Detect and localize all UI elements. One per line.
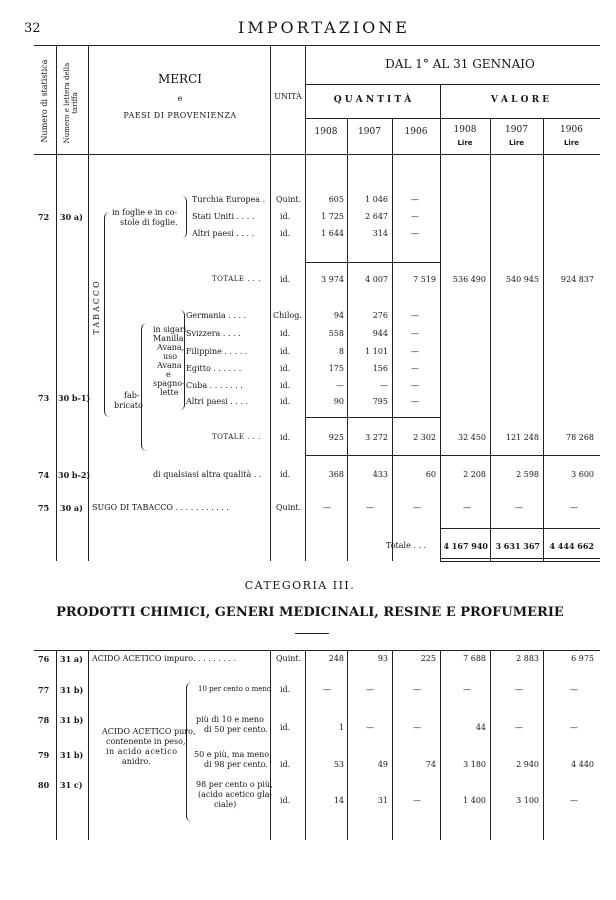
tariff-code: 31 a): [60, 654, 83, 664]
qty-1908: 605: [328, 195, 344, 204]
tariff-code: 30 b-2): [58, 470, 91, 480]
qty-1907: 31: [377, 796, 388, 805]
description: più di 10 e meno: [196, 715, 264, 724]
divider: [56, 45, 57, 561]
value-1906: 924 837: [560, 275, 594, 284]
sigari-label: Avana: [157, 361, 182, 370]
divider: [392, 118, 393, 561]
foglie-label: in foglie e in co-: [112, 208, 178, 217]
country-label: Egitto . . . . . .: [186, 364, 242, 373]
divider: [305, 45, 306, 561]
col-stat-header: Numero di statistica: [40, 59, 49, 143]
country-label: Svizzera . . . .: [186, 329, 241, 338]
qty-1907: —: [366, 503, 374, 512]
value-1907: 2 940: [516, 760, 539, 769]
lire-label: Lire: [508, 139, 525, 147]
tariff-code: 30 b-1): [58, 393, 91, 403]
unit-label: id.: [280, 796, 291, 805]
description: di 98 per cento.: [204, 760, 268, 769]
qty-1908: —: [323, 685, 331, 694]
tabacco-group-label: TABACCO: [92, 279, 101, 335]
unit-label: id.: [280, 433, 291, 442]
value-1907: —: [515, 685, 523, 694]
qty-1908: 1: [338, 723, 344, 732]
tariff-code: 31 b): [60, 750, 84, 760]
value-1908: 2 208: [463, 470, 486, 479]
value-1907: 2 598: [516, 470, 539, 479]
acido-brace: [186, 682, 192, 822]
unit-label: id.: [280, 685, 291, 694]
qty-1908: 1 725: [321, 212, 344, 221]
subtotal-rule: [305, 262, 440, 263]
acido-label: in acido acetico: [106, 747, 178, 756]
divider: [347, 650, 348, 840]
unit-label: Quint.: [276, 503, 302, 512]
row-number: 79: [38, 750, 50, 760]
qty-1907: 2 647: [365, 212, 388, 221]
subtotal-rule: [305, 417, 440, 418]
unita-header: UNITÀ: [274, 92, 302, 101]
row-number: 77: [38, 685, 50, 695]
divider: [56, 650, 57, 840]
divider: [34, 154, 600, 155]
fabbricato-label: bricato: [114, 401, 143, 410]
row-number: 76: [38, 654, 50, 664]
row-number: 73: [38, 393, 50, 403]
qty-1908: 368: [328, 470, 344, 479]
divider: [440, 84, 441, 561]
qty-1908: 175: [328, 364, 344, 373]
qty-1908: 90: [333, 397, 344, 406]
merci-header: MERCI: [157, 72, 202, 86]
value-1906: 6 975: [571, 654, 594, 663]
sigari-label: e: [166, 370, 171, 379]
col-tariff-text: Numero e lettera della tariffa: [62, 62, 79, 144]
description: ACIDO ACETICO impuro. . . . . . . . .: [92, 654, 237, 663]
divider: [543, 118, 544, 561]
qty-1906: —: [411, 229, 419, 238]
description: ciale): [214, 800, 237, 809]
sigari-brace: [180, 310, 185, 410]
value-1908: 3 180: [463, 760, 486, 769]
country-label: Altri paesi . . . .: [186, 397, 249, 406]
qty-1907: —: [380, 381, 388, 390]
qty-1907: 4 007: [365, 275, 388, 284]
header-top-rule: [34, 45, 600, 46]
year-header: 1907: [358, 127, 381, 137]
divider: [490, 118, 491, 561]
qty-1907: 433: [372, 470, 388, 479]
tariff-code: 30 a): [60, 212, 83, 222]
divider: [88, 650, 89, 840]
row-rule: [305, 455, 600, 456]
qty-1906: 225: [420, 654, 436, 663]
totale-rule: [440, 528, 600, 529]
unit-label: id.: [280, 229, 291, 238]
description: di qualsiasi altra qualità . .: [153, 470, 262, 479]
period-header: DAL 1° AL 31 GENNAIO: [385, 57, 535, 71]
unit-label: Quint.: [276, 654, 302, 663]
qty-1907: 93: [377, 654, 388, 663]
country-label: Cuba . . . . . . .: [186, 381, 243, 390]
row-number: 72: [38, 212, 50, 222]
unit-label: id.: [280, 275, 291, 284]
total-label: TOTALE . . .: [212, 275, 261, 283]
qty-1907: 944: [372, 329, 388, 338]
value-1908: 44: [475, 723, 486, 732]
unit-label: id.: [280, 212, 291, 221]
tariff-code: 31 b): [60, 715, 84, 725]
unit-label: Quint.: [276, 195, 302, 204]
year-header: 1906: [560, 125, 583, 135]
qty-1908: 53: [333, 760, 344, 769]
value-1906: —: [570, 503, 578, 512]
qty-1906: —: [411, 329, 419, 338]
divider: [88, 45, 89, 561]
row-number: 80: [38, 780, 50, 790]
sigari-label: Manilla,: [153, 334, 187, 343]
unit-label: id.: [280, 470, 291, 479]
value-1906: 78 268: [566, 433, 594, 442]
merci-e: e: [177, 94, 183, 103]
divider: [543, 650, 544, 840]
totale-double-rule: [440, 561, 600, 562]
fabbricato-label: fab-: [124, 391, 140, 400]
value-1906: —: [570, 796, 578, 805]
unit-label: Chilog.: [273, 311, 302, 320]
divider: [490, 650, 491, 840]
category-rule: [295, 633, 329, 634]
qty-1906: 60: [425, 470, 436, 479]
col-tariff-header: [63, 58, 79, 148]
value-1906: —: [570, 685, 578, 694]
qty-1906: —: [411, 364, 419, 373]
country-label: Stati Uniti . . . .: [192, 212, 255, 221]
lire-label: Lire: [563, 139, 580, 147]
totale-label: Totale . . .: [386, 541, 427, 550]
totale-double-rule: [440, 558, 600, 559]
year-header: 1907: [505, 125, 528, 135]
unit-label: id.: [280, 760, 291, 769]
description: 50 e più, ma meno: [194, 750, 270, 759]
qty-1908: 558: [328, 329, 344, 338]
row-number: 75: [38, 503, 50, 513]
sigari-label: lette: [160, 388, 179, 397]
unit-label: id.: [280, 364, 291, 373]
divider: [305, 650, 306, 840]
sigari-label: uso: [163, 352, 178, 361]
value-1907: 121 248: [505, 433, 539, 442]
value-1907: 3 100: [516, 796, 539, 805]
qty-1907: 49: [377, 760, 388, 769]
value-1906: 3 600: [571, 470, 594, 479]
row-number: 78: [38, 715, 50, 725]
unit-label: id.: [280, 723, 291, 732]
foglie-label: stole di foglie.: [120, 218, 178, 227]
qty-1908: 8: [338, 347, 344, 356]
qty-1906: —: [413, 685, 421, 694]
qty-1907: 276: [372, 311, 388, 320]
sigari-label: spagno-: [153, 379, 185, 388]
acido-label: ACIDO ACETICO puro,: [102, 727, 196, 736]
divider: [392, 650, 393, 840]
quantita-header: Q U A N T I T À: [333, 95, 412, 105]
value-1908: —: [463, 503, 471, 512]
lire-label: Lire: [457, 139, 473, 147]
year-header: 1906: [404, 127, 428, 137]
description: 10 per cento o meno: [198, 685, 272, 693]
qty-1907: 156: [372, 364, 388, 373]
qty-1908: —: [323, 503, 331, 512]
qty-1906: —: [411, 195, 419, 204]
qty-1907: 1 101: [365, 347, 388, 356]
acido-label: contenente in peso,: [106, 737, 186, 746]
qty-1906: 2 302: [413, 433, 436, 442]
qty-1906: —: [411, 397, 419, 406]
tabacco-brace: [104, 212, 111, 417]
description: SUGO DI TABACCO . . . . . . . . . . .: [92, 503, 229, 512]
qty-1907: 314: [372, 229, 388, 238]
qty-1907: —: [366, 685, 374, 694]
unit-label: id.: [280, 397, 291, 406]
qty-1908: —: [336, 381, 344, 390]
qty-1906: —: [413, 503, 421, 512]
year-header: 1908: [453, 125, 477, 135]
qty-1906: 7 519: [413, 275, 436, 284]
qty-1908: 3 974: [321, 275, 344, 284]
divider: [270, 45, 271, 561]
category-label: CATEGORIA III.: [244, 579, 356, 592]
qty-1907: 3 272: [365, 433, 388, 442]
qty-1907: 1 046: [365, 195, 388, 204]
sigari-label: Avana,: [157, 343, 185, 352]
qty-1907: —: [366, 723, 374, 732]
qty-1906: —: [411, 311, 419, 320]
value-1908: 32 450: [458, 433, 486, 442]
row-number: 74: [38, 470, 50, 480]
qty-1906: —: [411, 212, 419, 221]
value-1906: —: [570, 723, 578, 732]
qty-1906: —: [413, 796, 421, 805]
paesi-header: PAESI DI PROVENIENZA: [123, 111, 237, 120]
tariff-code: 31 c): [60, 780, 83, 790]
qty-1906: 74: [425, 760, 436, 769]
divider: [347, 118, 348, 561]
running-title: IMPORTAZIONE: [238, 18, 410, 37]
sigari-label: in sigari: [153, 325, 187, 334]
year-header: 1908: [314, 127, 338, 137]
total-label: TOTALE . . .: [212, 433, 261, 441]
tariff-code: 31 b): [60, 685, 84, 695]
divider: [440, 650, 441, 840]
totale-1906: 4 444 662: [549, 541, 594, 551]
value-1907: 2 883: [516, 654, 539, 663]
value-1908: 1 400: [463, 796, 486, 805]
value-1908: —: [463, 685, 471, 694]
valore-header: V A L O R E: [490, 95, 550, 105]
qty-1906: —: [411, 381, 419, 390]
qty-1907: 795: [372, 397, 388, 406]
qty-1908: 14: [333, 796, 344, 805]
divider: [270, 650, 271, 840]
divider: [305, 118, 600, 119]
fabbricato-brace: [141, 323, 147, 451]
value-1907: —: [515, 503, 523, 512]
country-label: Turchia Europea .: [192, 195, 266, 204]
unit-label: id.: [280, 347, 291, 356]
unit-label: id.: [280, 381, 291, 390]
totale-1908: 4 167 940: [443, 541, 488, 551]
value-1908: 536 490: [452, 275, 486, 284]
description: di 50 per cento.: [204, 725, 268, 734]
unit-label: id.: [280, 329, 291, 338]
qty-1906: —: [413, 723, 421, 732]
foglie-brace: [182, 196, 187, 238]
country-label: Germania . . . .: [186, 311, 247, 320]
value-1907: —: [515, 723, 523, 732]
country-label: Filippine . . . . .: [186, 347, 248, 356]
value-1906: 4 440: [571, 760, 594, 769]
qty-1908: 1 644: [321, 229, 344, 238]
table2-top-rule: [34, 650, 600, 651]
qty-1906: —: [411, 347, 419, 356]
divider: [305, 84, 600, 85]
totale-1907: 3 631 367: [495, 541, 540, 551]
description: (acido acetico gla-: [198, 790, 273, 799]
description: 98 per cento o più,: [196, 780, 273, 789]
value-1907: 540 945: [505, 275, 539, 284]
category-title: PRODOTTI CHIMICI, GENERI MEDICINALI, RESINE E PROFUMERIE: [56, 605, 564, 620]
tariff-code: 30 a): [60, 503, 83, 513]
page-number: 32: [24, 21, 41, 36]
qty-1908: 94: [333, 311, 344, 320]
qty-1908: 925: [328, 433, 344, 442]
country-label: Altri paesi . . . .: [192, 229, 255, 238]
value-1908: 7 688: [463, 654, 486, 663]
acido-label: anidro.: [122, 757, 151, 766]
qty-1908: 248: [328, 654, 344, 663]
